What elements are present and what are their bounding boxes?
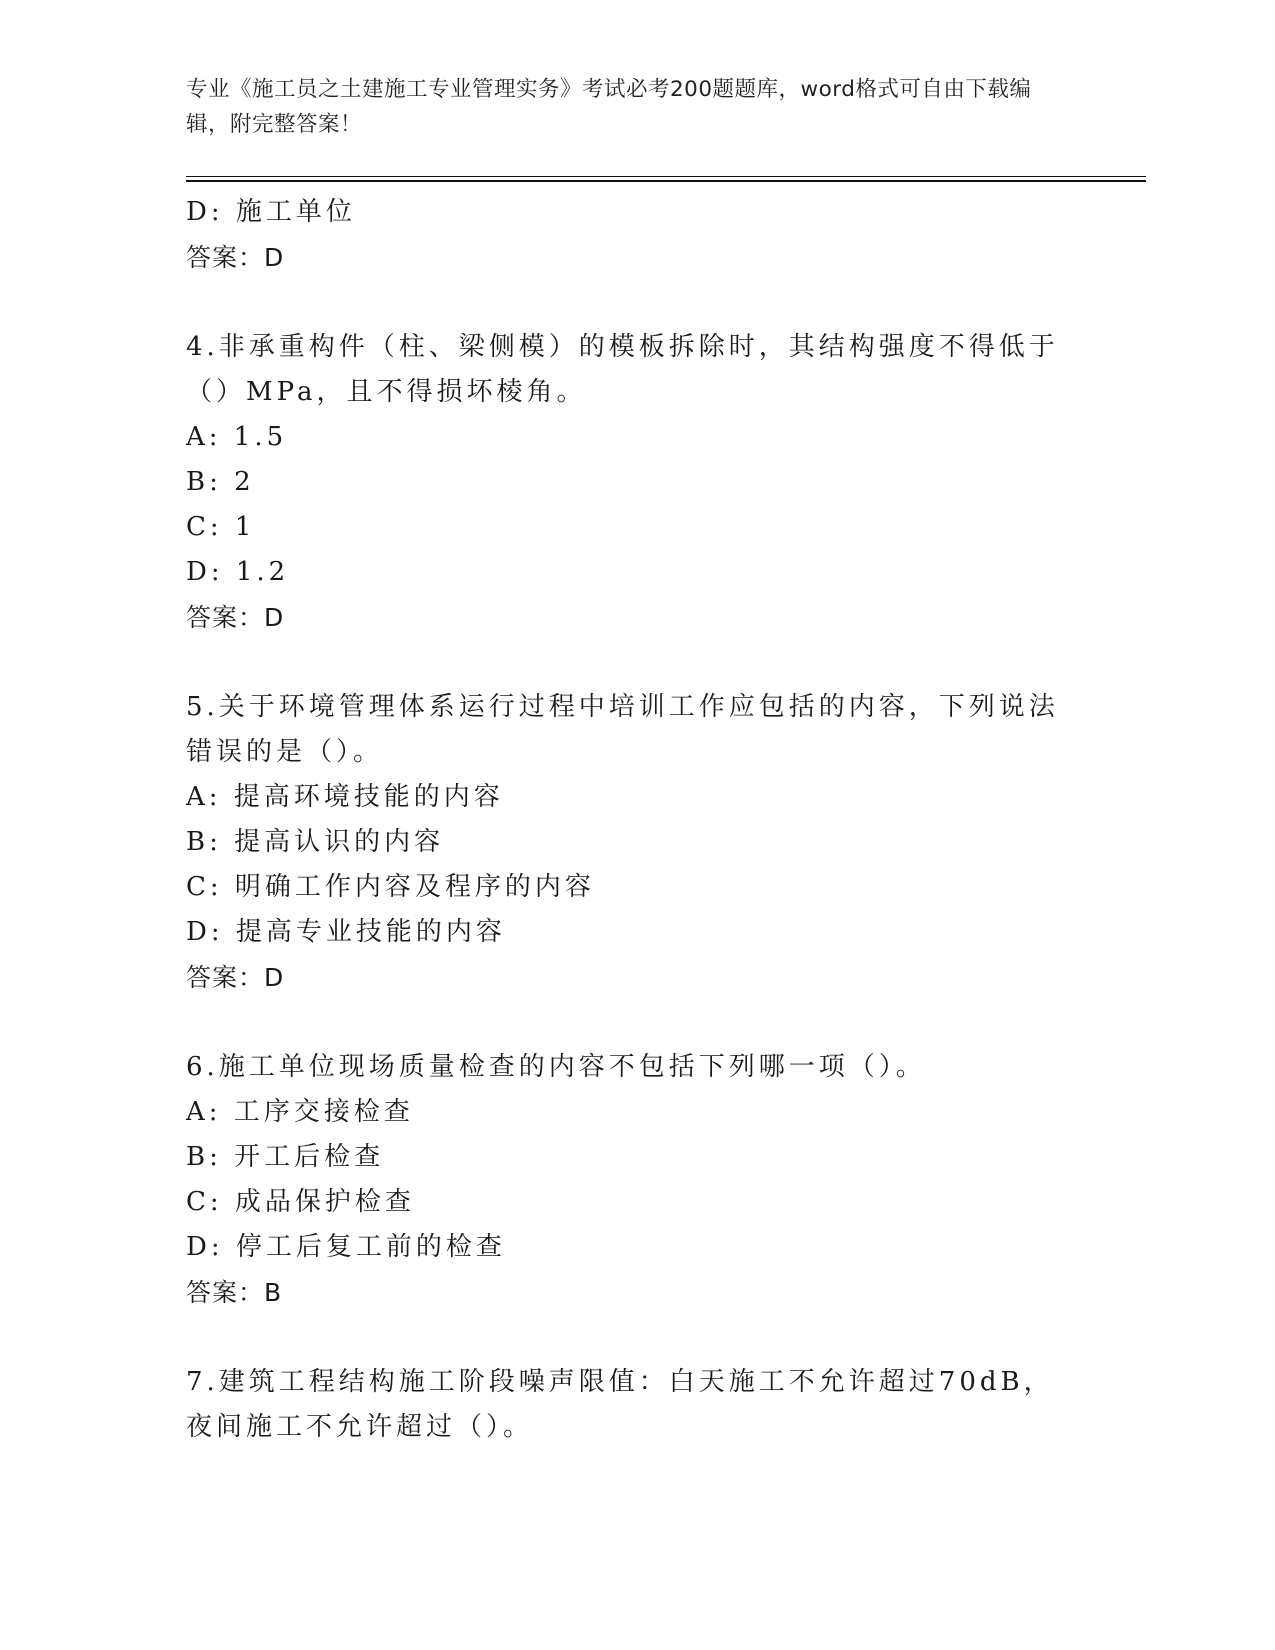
option-c: C: 1 <box>186 512 256 542</box>
question-4 <box>186 325 1066 640</box>
answer: 答案：D <box>186 963 285 992</box>
option-a: A: 1.5 <box>186 422 288 452</box>
question-stem: 7.建筑工程结构施工阶段噪声限值：白天施工不允许超过70dB，夜间施工不允许超过（）。 <box>186 1367 1054 1442</box>
option-b: B: 提高认识的内容 <box>186 827 445 857</box>
option-b: B: 开工后检查 <box>186 1142 385 1172</box>
question-7 <box>186 1360 1066 1450</box>
question-stem: 5.关于环境管理体系运行过程中培训工作应包括的内容，下列说法错误的是（）。 <box>186 692 1059 767</box>
option-b: B: 2 <box>186 467 255 497</box>
option-a: A: 工序交接检查 <box>186 1097 414 1127</box>
answer: 答案：D <box>186 243 285 272</box>
answer: 答案：B <box>186 1278 283 1307</box>
header-divider-thick <box>186 180 1146 182</box>
option-d: D: 1.2 <box>186 557 290 587</box>
option-d: D: 停工后复工前的检查 <box>186 1232 506 1262</box>
option-c: C: 明确工作内容及程序的内容 <box>186 872 595 902</box>
answer: 答案：D <box>186 603 285 632</box>
option-d: D: 提高专业技能的内容 <box>186 917 506 947</box>
header-divider-thin <box>186 176 1146 177</box>
question-5 <box>186 685 1066 1000</box>
question-list <box>186 190 1066 1450</box>
question-stem: 6.施工单位现场质量检查的内容不包括下列哪一项（）。 <box>186 1052 926 1082</box>
question-6 <box>186 1045 1066 1315</box>
question-stem: 4.非承重构件（柱、梁侧模）的模板拆除时，其结构强度不得低于（）MPa，且不得损坏棱角。 <box>186 332 1059 407</box>
option-d: D: 施工单位 <box>186 197 356 227</box>
document-header: 专业《施工员之土建施工专业管理实务》考试必考200题题库，word格式可自由下载编辑，附完整答案！ <box>186 77 1032 137</box>
option-a: A: 提高环境技能的内容 <box>186 782 504 812</box>
option-c: C: 成品保护检查 <box>186 1187 415 1217</box>
